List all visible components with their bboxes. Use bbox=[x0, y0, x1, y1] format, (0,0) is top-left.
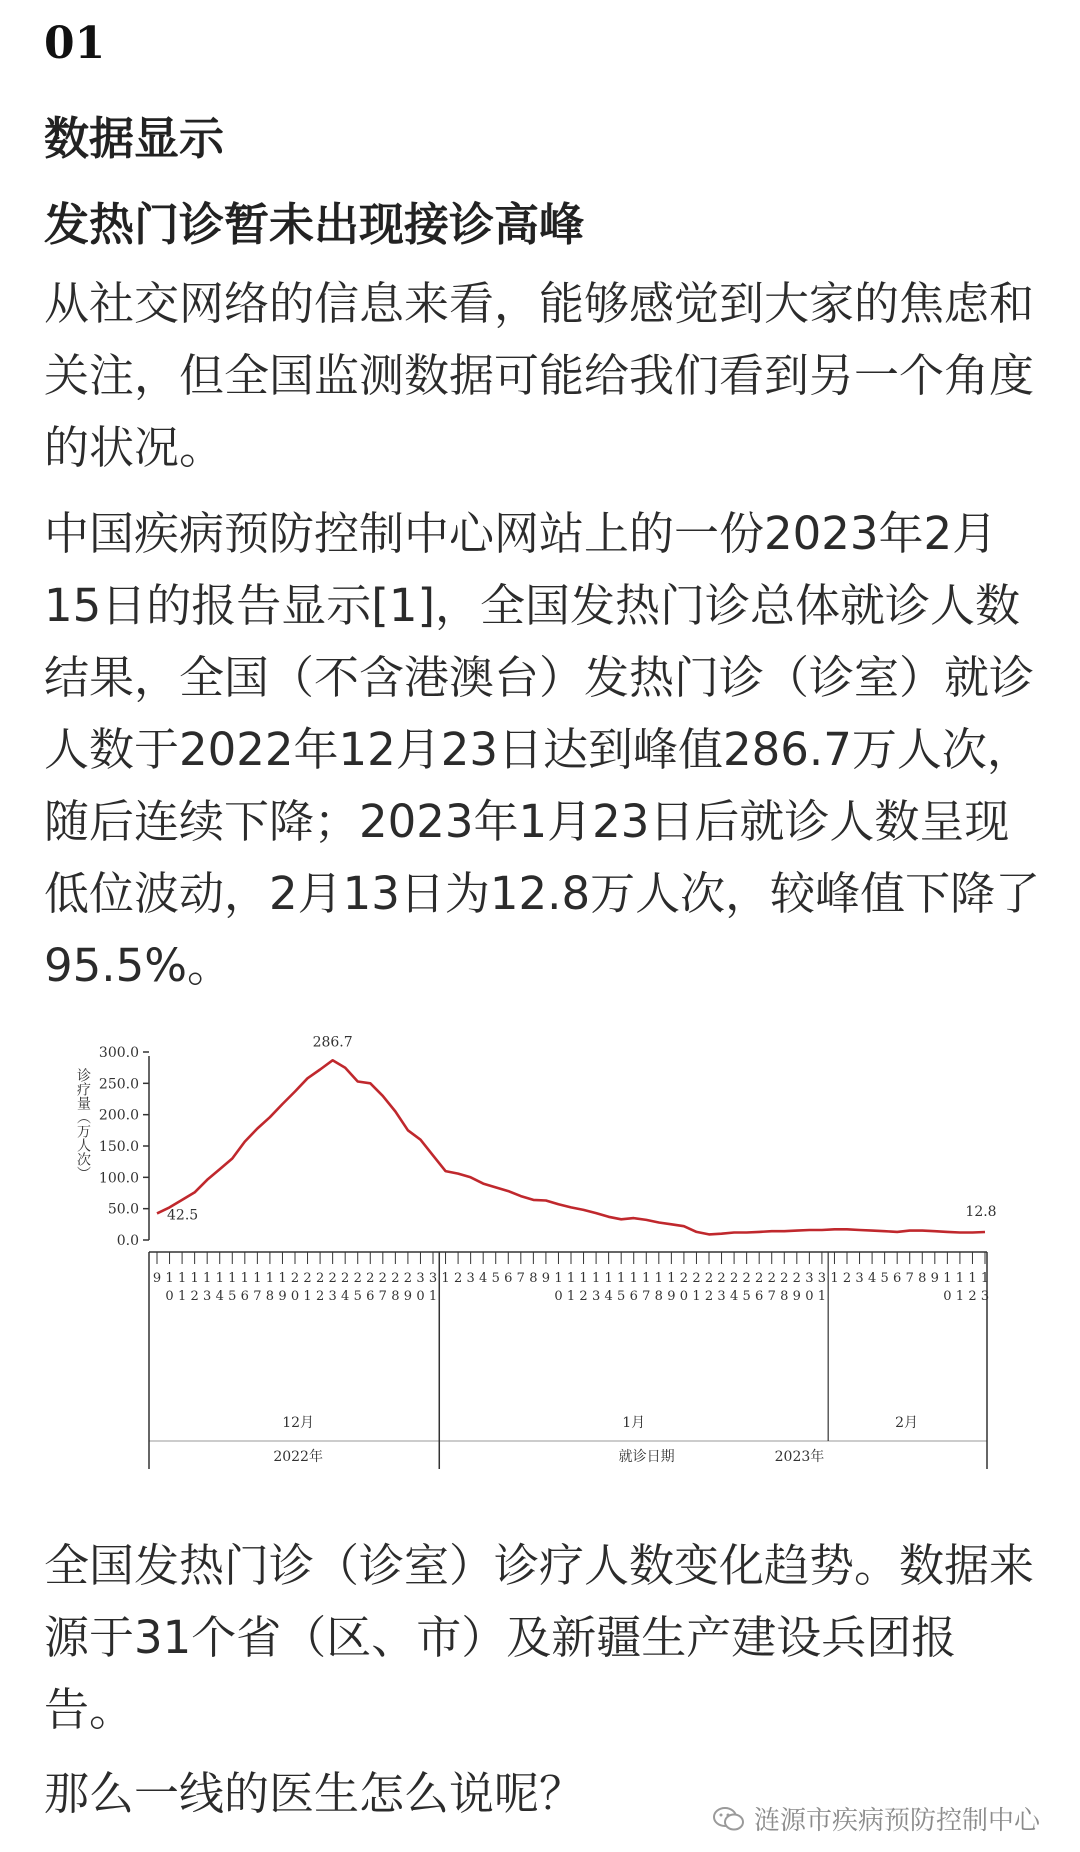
section-number: 01 bbox=[44, 18, 106, 69]
x-tick-label: 8 bbox=[654, 1289, 663, 1304]
wechat-icon bbox=[712, 1805, 746, 1833]
y-tick-label: 250.0 bbox=[98, 1076, 139, 1093]
x-tick-label: 3 bbox=[817, 1271, 827, 1286]
x-tick-label: 1 bbox=[579, 1271, 588, 1286]
data-label: 286.7 bbox=[312, 1034, 353, 1051]
x-tick-label: 2 bbox=[780, 1271, 789, 1286]
x-tick-label: 2 bbox=[190, 1289, 199, 1304]
x-tick-label: 1 bbox=[817, 1289, 827, 1304]
x-tick-label: 1 bbox=[165, 1271, 174, 1286]
x-tick-label: 2 bbox=[704, 1289, 714, 1304]
x-tick-label: 9 bbox=[930, 1271, 939, 1286]
x-tick-label: 0 bbox=[943, 1289, 952, 1304]
x-tick-label: 3 bbox=[328, 1289, 337, 1304]
x-tick-label: 1 bbox=[955, 1271, 965, 1286]
x-tick-label: 2 bbox=[391, 1271, 400, 1286]
x-tick-label: 7 bbox=[253, 1289, 262, 1304]
x-tick-label: 2 bbox=[378, 1271, 387, 1286]
x-tick-label: 6 bbox=[366, 1289, 375, 1304]
x-tick-label: 9 bbox=[152, 1271, 162, 1286]
x-tick-label: 1 bbox=[190, 1271, 199, 1286]
x-tick-label: 0 bbox=[805, 1289, 814, 1304]
x-tick-label: 2 bbox=[692, 1271, 701, 1286]
x-tick-label: 2 bbox=[968, 1289, 977, 1304]
x-tick-label: 1 bbox=[968, 1271, 977, 1286]
x-tick-label: 1 bbox=[830, 1271, 839, 1286]
x-tick-label: 2 bbox=[767, 1271, 776, 1286]
x-tick-label: 3 bbox=[203, 1289, 212, 1304]
x-tick-label: 1 bbox=[177, 1289, 187, 1304]
x-tick-label: 1 bbox=[215, 1271, 224, 1286]
x-tick-label: 5 bbox=[880, 1271, 889, 1286]
section-heading: 数据显示 bbox=[44, 112, 225, 165]
x-tick-label: 2 bbox=[366, 1271, 375, 1286]
x-tick-label: 5 bbox=[742, 1289, 751, 1304]
y-tick-label: 300.0 bbox=[98, 1045, 139, 1061]
x-tick-label: 1 bbox=[428, 1289, 438, 1304]
x-tick-label: 6 bbox=[629, 1289, 638, 1304]
x-tick-label: 1 bbox=[265, 1271, 275, 1286]
x-tick-label: 1 bbox=[177, 1271, 187, 1286]
x-tick-label: 5 bbox=[228, 1289, 237, 1304]
x-tick-label: 9 bbox=[541, 1271, 551, 1286]
series-line bbox=[157, 1060, 985, 1234]
x-tick-label: 3 bbox=[591, 1289, 601, 1304]
x-tick-label: 1 bbox=[667, 1271, 676, 1286]
x-tick-label: 2 bbox=[729, 1271, 739, 1286]
x-tick-label: 1 bbox=[228, 1271, 237, 1286]
x-tick-label: 5 bbox=[353, 1289, 362, 1304]
x-tick-label: 4 bbox=[729, 1289, 739, 1304]
x-tick-label: 5 bbox=[617, 1289, 626, 1304]
x-tick-label: 2 bbox=[315, 1289, 325, 1304]
y-tick-label: 0.0 bbox=[116, 1233, 139, 1249]
y-tick-label: 100.0 bbox=[98, 1170, 139, 1187]
x-tick-label: 3 bbox=[428, 1271, 438, 1286]
x-tick-label: 2 bbox=[290, 1271, 300, 1286]
x-tick-label: 0 bbox=[290, 1289, 300, 1304]
x-tick-label: 9 bbox=[792, 1289, 801, 1304]
x-tick-label: 1 bbox=[955, 1289, 965, 1304]
year-label: 2022年 bbox=[273, 1449, 323, 1465]
x-tick-label: 4 bbox=[215, 1289, 224, 1304]
paragraph-report: 中国疾病预防控制中心网站上的一份2023年2月15日的报告显示[1]，全国发热门诊总体就诊人数结果，全国（不含港澳台）发热门诊（诊室）就诊人数于2022年12月23日达到峰值286.7万人次，随后连续下降；2023年1月23日后就诊人数呈现低位波动，2月13日为12.8万人次，较峰值下降了95.5%。 bbox=[44, 507, 1041, 992]
x-tick-label: 4 bbox=[479, 1271, 488, 1286]
section-subheading: 发热门诊暂未出现接诊高峰 bbox=[44, 198, 585, 251]
y-tick-label: 150.0 bbox=[98, 1139, 139, 1155]
x-tick-label: 4 bbox=[867, 1271, 877, 1286]
x-tick-label: 7 bbox=[767, 1289, 776, 1304]
x-tick-label: 9 bbox=[403, 1289, 413, 1304]
x-tick-label: 7 bbox=[905, 1271, 914, 1286]
x-tick-label: 8 bbox=[529, 1271, 538, 1286]
watermark bbox=[712, 1800, 1040, 1837]
x-tick-label: 2 bbox=[704, 1271, 714, 1286]
closing-question: 那么一线的医生怎么说呢？ bbox=[44, 1767, 585, 1820]
watermark-text: 涟源市疾病预防控制中心 bbox=[753, 1806, 1040, 1836]
x-tick-label: 2 bbox=[679, 1271, 689, 1286]
x-tick-label: 1 bbox=[617, 1271, 626, 1286]
x-tick-label: 1 bbox=[654, 1271, 663, 1286]
x-tick-label: 1 bbox=[278, 1271, 287, 1286]
month-label: 1月 bbox=[622, 1415, 646, 1431]
x-tick-label: 3 bbox=[466, 1271, 475, 1286]
x-tick-label: 2 bbox=[792, 1271, 801, 1286]
x-tick-label: 1 bbox=[980, 1271, 990, 1286]
x-axis-label: 就诊日期 bbox=[618, 1449, 675, 1465]
y-tick-label: 50.0 bbox=[107, 1201, 139, 1218]
x-tick-label: 2 bbox=[303, 1271, 312, 1286]
x-tick-label: 2 bbox=[755, 1271, 764, 1286]
x-tick-label: 2 bbox=[842, 1271, 852, 1286]
x-tick-label: 2 bbox=[341, 1271, 350, 1286]
x-tick-label: 1 bbox=[203, 1271, 212, 1286]
x-tick-label: 1 bbox=[441, 1271, 450, 1286]
x-tick-label: 2 bbox=[453, 1271, 463, 1286]
chart-svg bbox=[70, 1022, 1030, 1518]
x-tick-label: 2 bbox=[579, 1289, 588, 1304]
y-tick-label: 200.0 bbox=[98, 1107, 139, 1124]
y-axis-label: 诊疗量（万人次） bbox=[75, 1068, 91, 1180]
x-tick-label: 0 bbox=[554, 1289, 563, 1304]
x-tick-label: 4 bbox=[341, 1289, 350, 1304]
x-tick-label: 1 bbox=[566, 1289, 576, 1304]
x-tick-label: 2 bbox=[328, 1271, 337, 1286]
x-tick-label: 7 bbox=[516, 1271, 525, 1286]
x-tick-label: 1 bbox=[591, 1271, 601, 1286]
year-label: 2023年 bbox=[774, 1449, 825, 1465]
x-tick-label: 5 bbox=[491, 1271, 500, 1286]
x-tick-label: 1 bbox=[604, 1271, 613, 1286]
x-tick-label: 1 bbox=[303, 1289, 312, 1304]
x-tick-label: 1 bbox=[566, 1271, 576, 1286]
x-tick-label: 0 bbox=[416, 1289, 425, 1304]
x-tick-label: 2 bbox=[717, 1271, 726, 1286]
x-tick-label: 2 bbox=[742, 1271, 751, 1286]
fever-clinic-chart bbox=[70, 1022, 1030, 1518]
x-tick-label: 1 bbox=[253, 1271, 262, 1286]
x-tick-label: 8 bbox=[918, 1271, 927, 1286]
x-tick-label: 7 bbox=[642, 1289, 651, 1304]
chart-caption: 全国发热门诊（诊室）诊疗人数变化趋势。数据来源于31个省（区、市）及新疆生产建设兵团报告。 bbox=[44, 1539, 1035, 1736]
x-tick-label: 2 bbox=[403, 1271, 413, 1286]
paragraph-intro: 从社交网络的信息来看，能够感觉到大家的焦虑和关注，但全国监测数据可能给我们看到另一个角度的状况。 bbox=[44, 277, 1035, 474]
x-tick-label: 8 bbox=[780, 1289, 789, 1304]
x-tick-label: 3 bbox=[805, 1271, 814, 1286]
x-tick-label: 6 bbox=[240, 1289, 249, 1304]
x-tick-label: 1 bbox=[692, 1289, 701, 1304]
x-tick-label: 2 bbox=[315, 1271, 325, 1286]
x-tick-label: 3 bbox=[416, 1271, 425, 1286]
x-tick-label: 2 bbox=[353, 1271, 362, 1286]
x-tick-label: 8 bbox=[265, 1289, 275, 1304]
x-tick-label: 4 bbox=[604, 1289, 613, 1304]
x-tick-label: 3 bbox=[855, 1271, 864, 1286]
month-label: 12月 bbox=[282, 1415, 315, 1431]
x-tick-label: 1 bbox=[943, 1271, 952, 1286]
data-label: 12.8 bbox=[965, 1203, 997, 1220]
x-tick-label: 6 bbox=[504, 1271, 513, 1286]
x-tick-label: 8 bbox=[391, 1289, 400, 1304]
x-tick-label: 9 bbox=[667, 1289, 676, 1304]
x-tick-label: 1 bbox=[240, 1271, 249, 1286]
x-tick-label: 1 bbox=[629, 1271, 638, 1286]
x-tick-label: 3 bbox=[717, 1289, 726, 1304]
x-tick-label: 1 bbox=[554, 1271, 563, 1286]
x-tick-label: 6 bbox=[893, 1271, 902, 1286]
x-tick-label: 0 bbox=[165, 1289, 174, 1304]
x-tick-label: 1 bbox=[642, 1271, 651, 1286]
month-label: 2月 bbox=[895, 1415, 919, 1431]
x-tick-label: 0 bbox=[679, 1289, 689, 1304]
x-tick-label: 7 bbox=[378, 1289, 387, 1304]
x-tick-label: 3 bbox=[980, 1289, 990, 1304]
x-tick-label: 9 bbox=[278, 1289, 287, 1304]
data-label: 42.5 bbox=[167, 1207, 199, 1224]
x-tick-label: 6 bbox=[755, 1289, 764, 1304]
